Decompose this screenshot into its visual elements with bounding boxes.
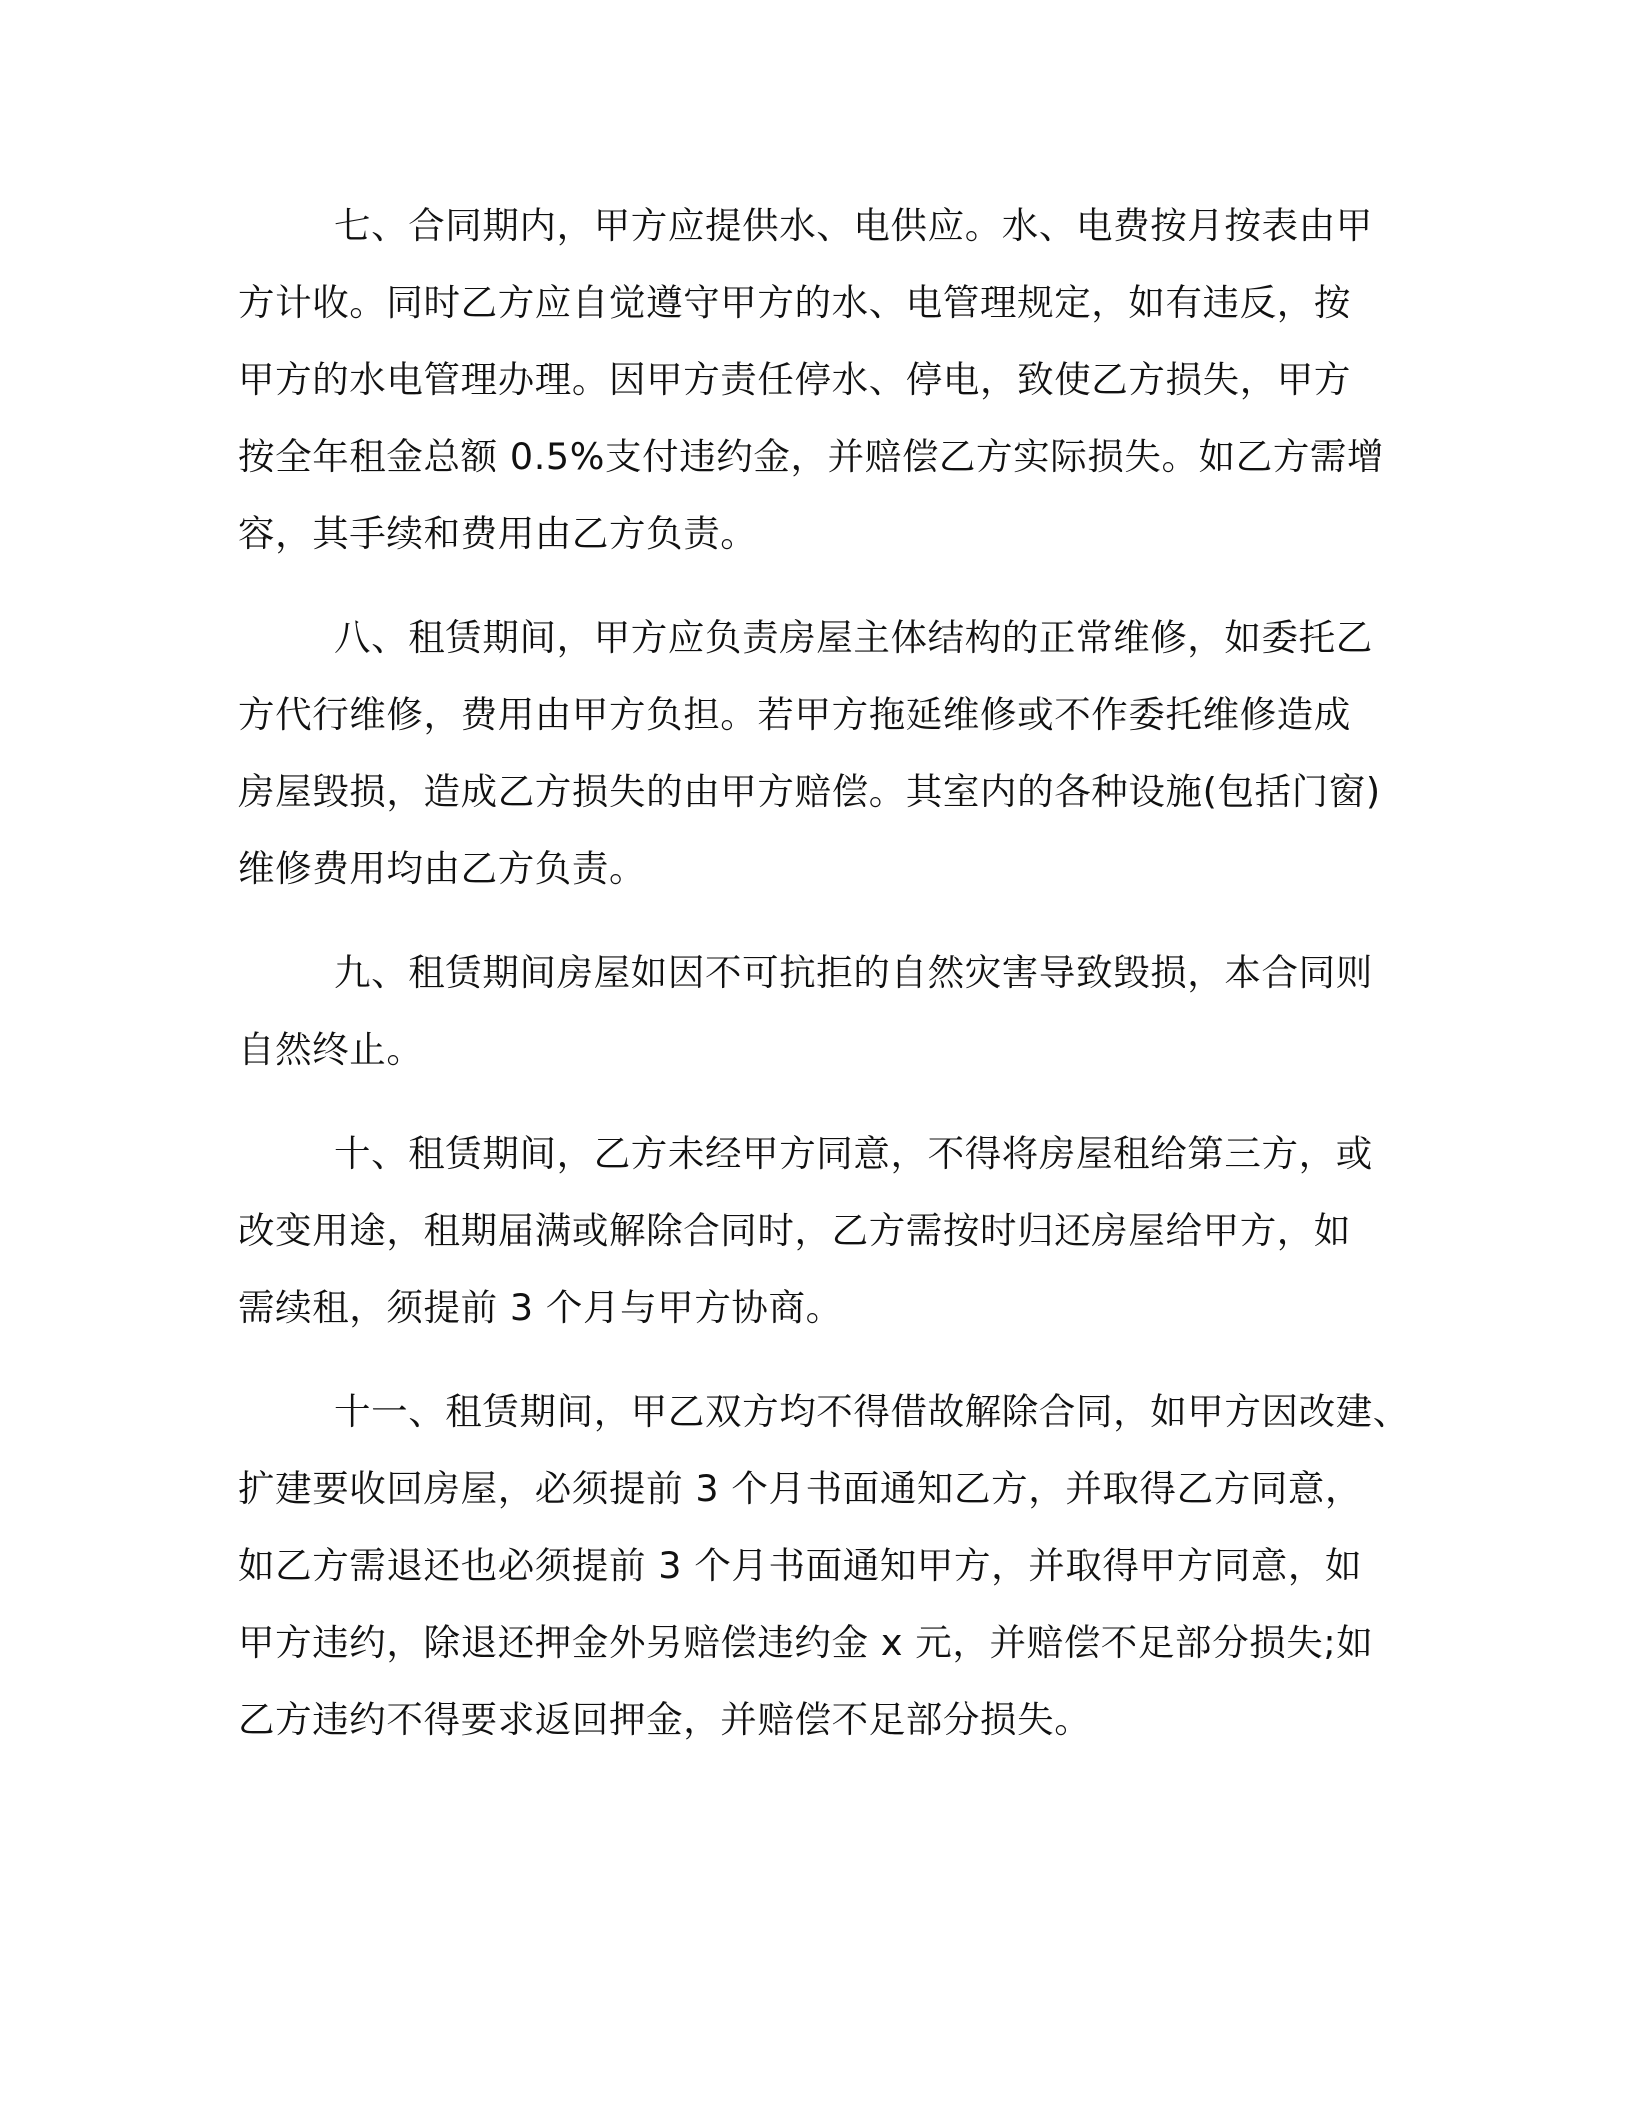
document-body [238,187,1410,1758]
clause-11-paragraph [238,1373,1410,1758]
paragraph-line: 甲方违约，除退还押金外另赔偿违约金 x 元，并赔偿不足部分损失;如 [238,1621,1374,1664]
paragraph-line: 改变用途，租期届满或解除合同时，乙方需按时归还房屋给甲方，如 [238,1209,1351,1252]
paragraph-line: 九、租赁期间房屋如因不可抗拒的自然灾害导致毁损，本合同则 [334,951,1373,994]
paragraph-line: 如乙方需退还也必须提前 3 个月书面通知甲方，并取得甲方同意，如 [238,1544,1363,1587]
paragraph-line: 十、租赁期间，乙方未经甲方同意，不得将房屋租给第三方，或 [334,1132,1373,1175]
paragraph-line: 维修费用均由乙方负责。 [238,847,647,890]
paragraph-line: 按全年租金总额 0.5%支付违约金，并赔偿乙方实际损失。如乙方需增 [238,435,1385,478]
paragraph-line: 方代行维修，费用由甲方负担。若甲方拖延维修或不作委托维修造成 [238,693,1351,736]
paragraph-line: 需续租，须提前 3 个月与甲方协商。 [238,1286,843,1329]
paragraph-line: 容，其手续和费用由乙方负责。 [238,512,758,555]
clause-9-paragraph [238,934,1398,1088]
paragraph-line: 方计收。同时乙方应自觉遵守甲方的水、电管理规定，如有违反，按 [238,281,1351,324]
paragraph-line: 十一、租赁期间，甲乙双方均不得借故解除合同，如甲方因改建、 [334,1390,1410,1433]
paragraph-line: 房屋毁损，造成乙方损失的由甲方赔偿。其室内的各种设施(包括门窗) [238,770,1381,813]
paragraph-line: 甲方的水电管理办理。因甲方责任停水、停电，致使乙方损失，甲方 [238,358,1351,401]
paragraph-line: 八、租赁期间，甲方应负责房屋主体结构的正常维修，如委托乙 [334,616,1373,659]
paragraph-line: 扩建要收回房屋，必须提前 3 个月书面通知乙方，并取得乙方同意， [238,1467,1363,1510]
clause-10-paragraph [238,1115,1398,1346]
clause-7-paragraph [238,187,1398,572]
clause-8-paragraph [238,599,1398,907]
paragraph-line: 七、合同期内，甲方应提供水、电供应。水、电费按月按表由甲 [334,204,1373,247]
paragraph-line: 自然终止。 [238,1028,424,1071]
paragraph-line: 乙方违约不得要求返回押金，并赔偿不足部分损失。 [238,1698,1092,1741]
